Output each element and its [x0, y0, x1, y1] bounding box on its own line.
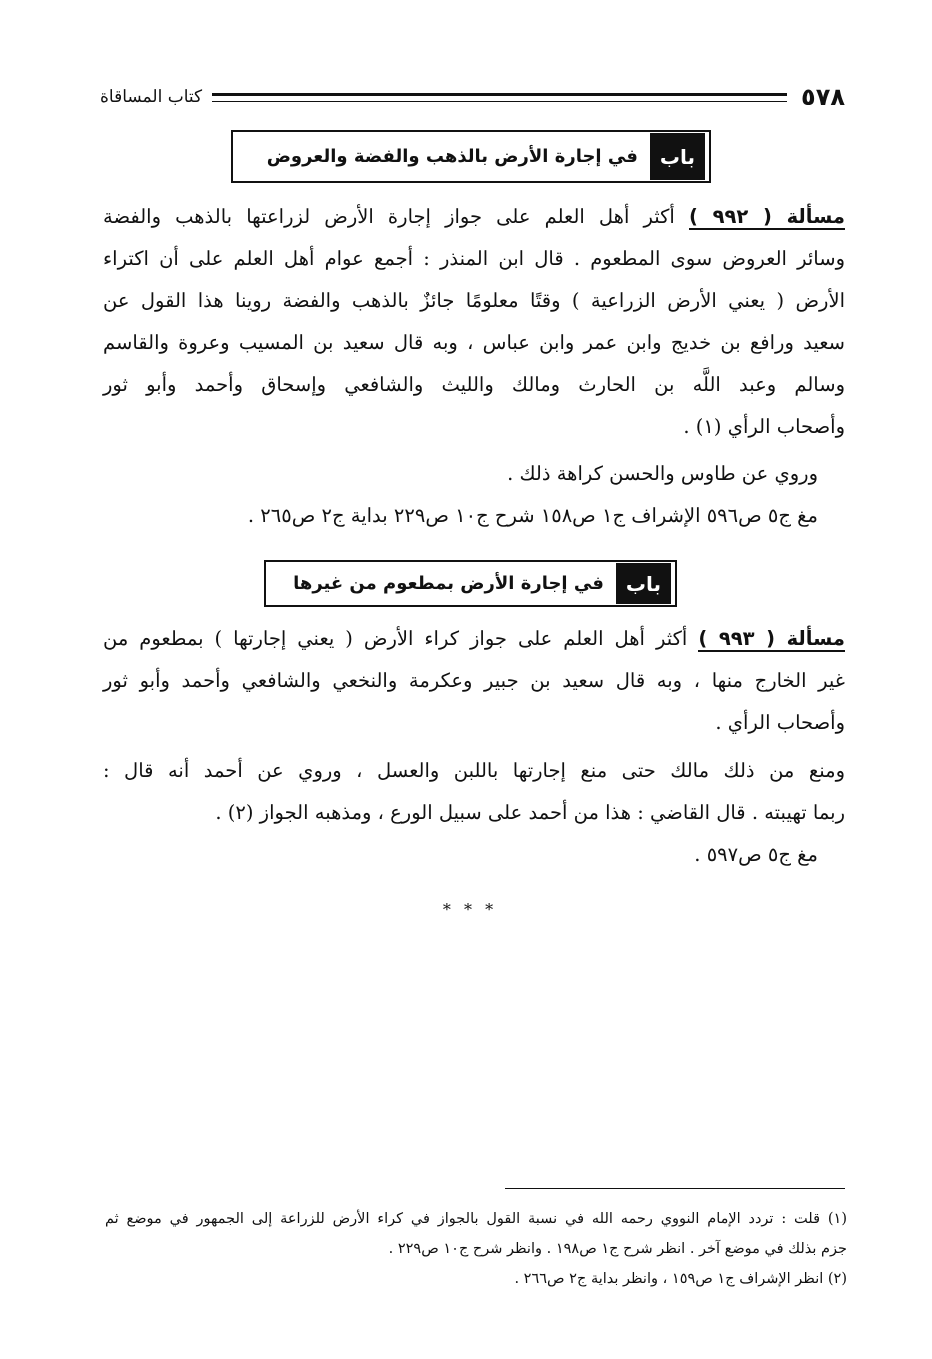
reference-line: مغ ج٥ ص٥٩٦ الإشراف ج١ ص١٥٨ شرح ج١٠ ص٢٢٩ بداية ج٢ ص٢٦٥ . [247, 504, 818, 527]
paragraph-line: ربما تهيبته . قال القاضي : هذا من أحمد على سبيل الورع ، ومذهبه الجواز (٢) . [215, 801, 845, 824]
masala-label: مسألة ( ٩٩٣ ) [698, 627, 845, 650]
section-title: في إجارة الأرض بمطعوم من غيرها [293, 573, 604, 594]
paragraph-line: مسألة ( ٩٩٣ ) أكثر أهل العلم على جواز كراء الأرض ( يعني إجارتها ) بمطعوم من [103, 627, 845, 650]
paragraph-line: غير الخارج منها ، وبه قال سعيد بن جبير وعكرمة والنخعي والشافعي وأحمد وأبو ثور [103, 669, 845, 692]
footnote-line: جزم بذلك في موضع آخر . انظر شرح ج١ ص١٩٨ . وانظر شرح ج١٠ ص٢٢٩ . [388, 1241, 847, 1257]
header-rule [212, 93, 787, 102]
bab-label: باب [616, 563, 671, 604]
reference-line: مغ ج٥ ص٥٩٧ . [694, 843, 818, 866]
section-heading-gold-silver [231, 130, 711, 183]
masala-993-notes [103, 750, 845, 876]
paragraph-line: ومنع من ذلك مالك حتى منع إجارتها باللبن والعسل ، وروي عن أحمد أنه قال : [103, 759, 845, 782]
footnotes [105, 1204, 847, 1294]
book-title: كتاب المساقاة [100, 87, 203, 107]
paragraph-line: وسائر العروض سوى المطعوم . قال ابن المنذر : أجمع عوام أهل العلم على أن اكتراء [103, 247, 845, 270]
paragraph-line: وروي عن طاوس والحسن كراهة ذلك . [507, 462, 818, 485]
footnote-line: (٢) انظر الإشراف ج١ ص١٥٩ ، وانظر بداية ج٢ ص٢٦٦ . [514, 1271, 847, 1287]
paragraph-line: سعيد ورافع بن خديج وابن عمر وابن عباس ، وبه قال سعيد بن المسيب وعروة والقاسم [103, 331, 845, 354]
footnote-divider [505, 1188, 845, 1189]
section-title: في إجارة الأرض بالذهب والفضة والعروض [266, 146, 638, 167]
section-heading-foodstuff [264, 560, 677, 607]
page-number: ٥٧٨ [801, 83, 845, 111]
masala-993 [103, 618, 845, 744]
running-header [100, 84, 845, 110]
masala-992-notes [103, 453, 818, 537]
paragraph-line: وأصحاب الرأي . [715, 711, 845, 734]
section-separator: * * * [442, 900, 498, 919]
paragraph-line: وسالم وعبد اللَّه بن الحارث ومالك والليث والشافعي وإسحاق وأحمد وأبو ثور [103, 373, 845, 396]
paragraph-line: وأصحاب الرأي (١) . [683, 415, 845, 438]
bab-label: باب [650, 133, 705, 180]
paragraph-line: الأرض ( يعني الأرض الزراعية ) وقتًا معلومًا جائزٌ بالذهب والفضة روينا هذا القول عن [103, 289, 845, 312]
footnote-line: (١) قلت : تردد الإمام النووي رحمه الله في نسبة القول بالجواز في كراء الأرض للزراعة إلى الجمهور في موضع ثم [105, 1211, 847, 1227]
masala-label: مسألة ( ٩٩٢ ) [688, 205, 845, 228]
paragraph-line: مسألة ( ٩٩٢ ) أكثر أهل العلم على جواز إجارة الأرض لزراعتها بالذهب والفضة [103, 205, 845, 228]
masala-992 [103, 196, 845, 448]
